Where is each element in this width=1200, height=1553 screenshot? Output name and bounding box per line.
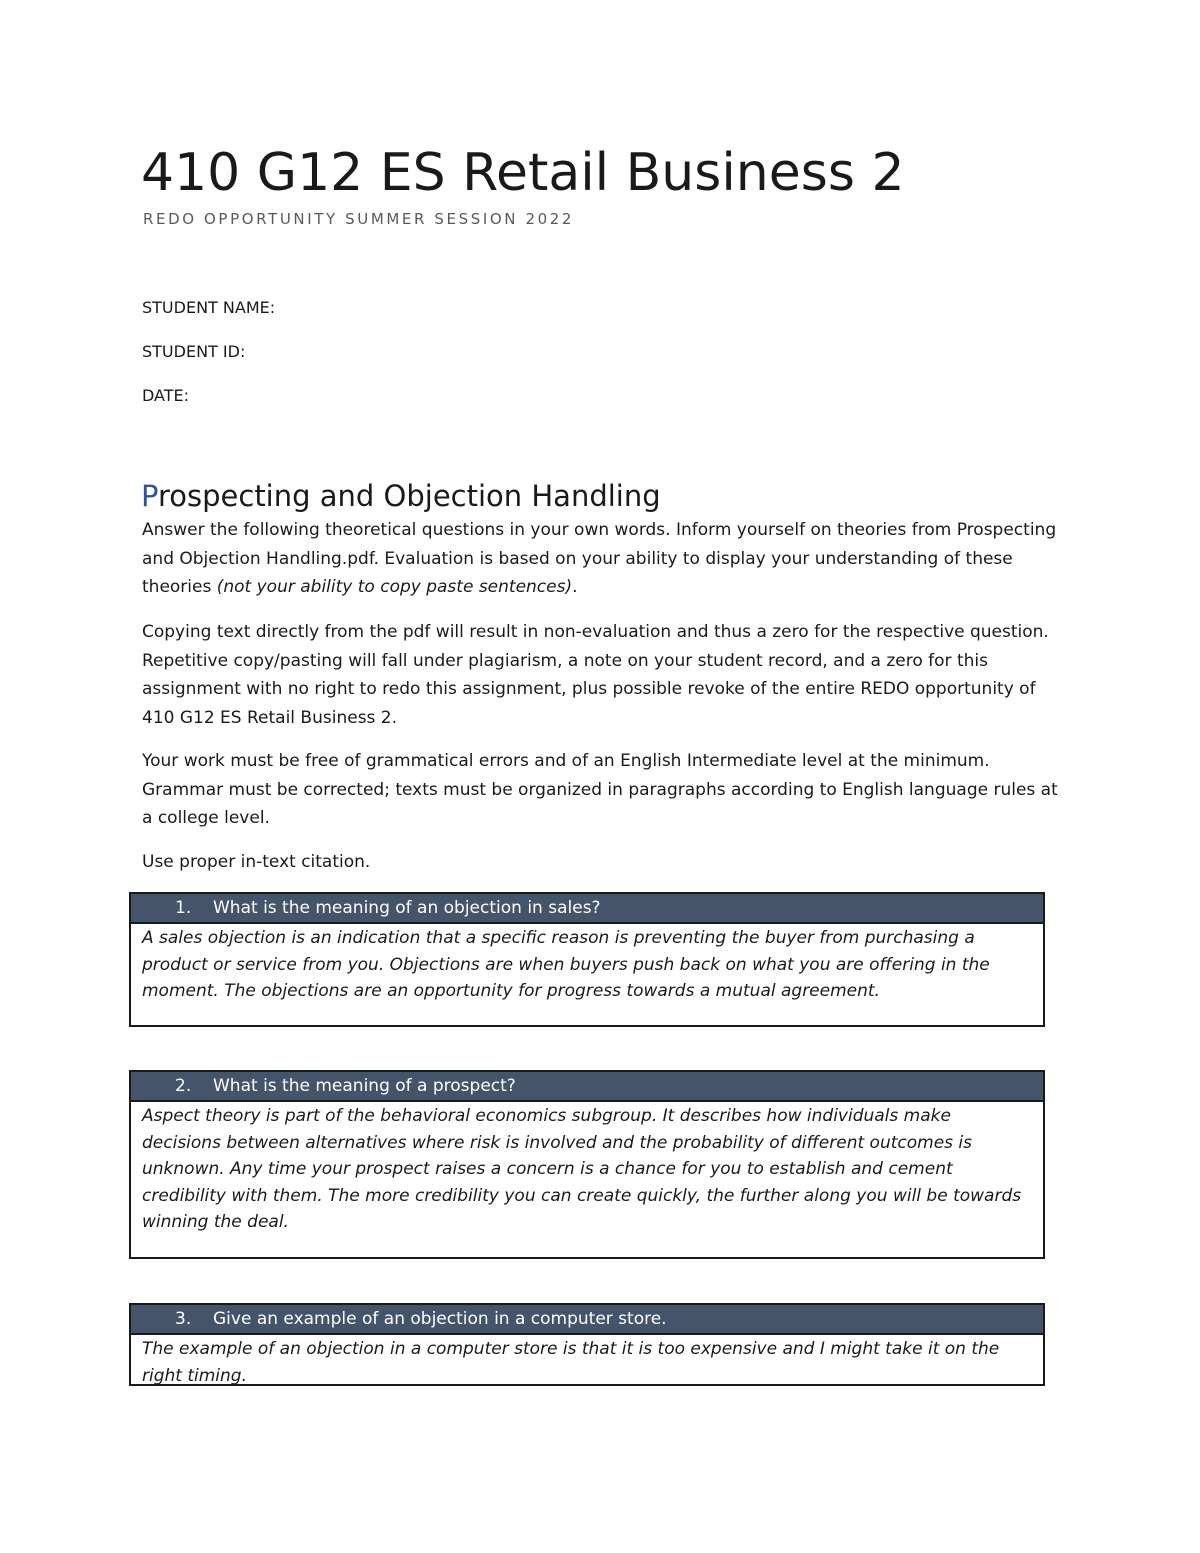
instruction-p1-end: . — [572, 577, 578, 597]
question-text-3: Give an example of an objection in a computer store. — [213, 1309, 667, 1329]
question-header-2 — [131, 1072, 1043, 1102]
instruction-paragraph-4: Use proper in-text citation. — [142, 852, 371, 872]
student-id-field: STUDENT ID: — [142, 342, 246, 361]
section-heading-initial: P — [141, 479, 158, 513]
document-subtitle: REDO OPPORTUNITY SUMMER SESSION 2022 — [143, 210, 575, 228]
question-header-3 — [131, 1305, 1043, 1335]
answer-text-3[interactable]: The example of an objection in a computer store is that it is too expensive and I might take it on the right timing. — [142, 1339, 1000, 1386]
instruction-p1-text: Answer the following theoretical questions in your own words. Inform yourself on theories from Prospecting and Objection Handling.pdf. Evaluation is based on your ability to display your understanding of these theories — [142, 520, 1057, 597]
question-box-1 — [129, 892, 1045, 1027]
question-number-3: 3. — [175, 1309, 192, 1329]
question-text-1: What is the meaning of an objection in sales? — [213, 898, 601, 918]
answer-text-1[interactable]: A sales objection is an indication that a specific reason is preventing the buyer from purchasing a product or service from you. Objections are when buyers push back on what you are offering in the moment. The objections are an opportunity for progress towards a mutual agreement. — [142, 928, 990, 1001]
instruction-paragraph-2: Copying text directly from the pdf will result in non-evaluation and thus a zero for the respective question. Repetitive copy/pasting will fall under plagiarism, a note on your student record, and a zero for this assignment with no right to redo this assignment, plus possible revoke of the entire REDO opportunity of 410 G12 ES Retail Business 2. — [142, 622, 1049, 728]
question-text-2: What is the meaning of a prospect? — [213, 1076, 516, 1096]
instruction-paragraph-3: Your work must be free of grammatical errors and of an English Intermediate level at the minimum. Grammar must be corrected; texts must be organized in paragraphs according to English language rules at a college level. — [142, 751, 1058, 828]
date-field: DATE: — [142, 386, 190, 405]
document-title: 410 G12 ES Retail Business 2 — [141, 143, 905, 203]
question-box-2 — [129, 1070, 1045, 1259]
instruction-paragraph-1 — [142, 516, 1072, 602]
instruction-p1-italic: (not your ability to copy paste sentences) — [216, 577, 573, 597]
answer-text-2[interactable]: Aspect theory is part of the behavioral economics subgroup. It describes how individuals make decisions between alternatives where risk is involved and the probability of different outcomes is unknown. Any time your prospect raises a concern is a chance for you to establish and cement credibility with them. The more credibility you can create quickly, the further along you will be towards winning the deal. — [142, 1106, 1022, 1232]
section-heading-rest: rospecting and Objection Handling — [157, 479, 661, 513]
section-heading — [141, 476, 661, 516]
question-box-3 — [129, 1303, 1045, 1386]
question-header-1 — [131, 894, 1043, 924]
student-name-field: STUDENT NAME: — [142, 298, 276, 317]
question-number-2: 2. — [175, 1076, 192, 1096]
question-number-1: 1. — [175, 898, 192, 918]
